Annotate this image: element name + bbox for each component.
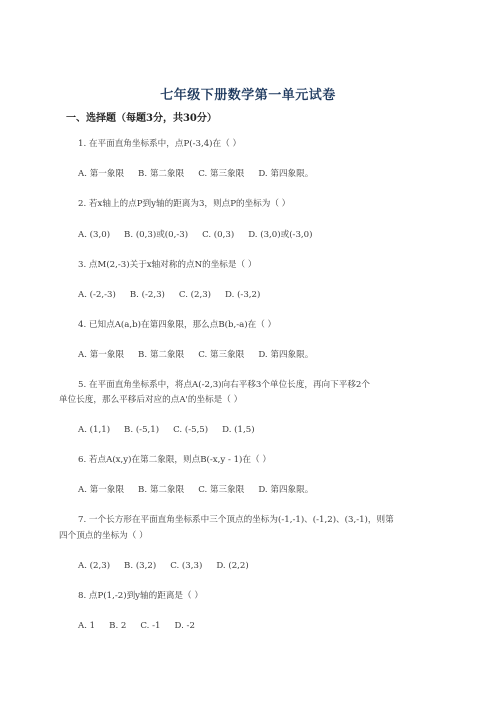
option-b: B. 第二象限 xyxy=(138,350,185,360)
option-c: C. (3,3) xyxy=(170,561,203,571)
question-8-options xyxy=(78,620,209,632)
option-b: B. (0,3)或(0,-3) xyxy=(124,230,189,240)
option-a: A. (2,3) xyxy=(78,561,111,571)
option-a: A. 第一象限 xyxy=(78,485,125,495)
question-5-stem-line-2: 单位长度，那么平移后对应的点A'的坐标是（ ） xyxy=(59,395,243,405)
option-c: C. (2,3) xyxy=(178,290,212,300)
question-1-options xyxy=(78,168,327,180)
option-d: D. 第四象限。 xyxy=(258,350,314,360)
option-b: B. 第二象限 xyxy=(138,169,185,179)
option-d: D. 第四象限。 xyxy=(258,169,314,179)
option-b: B. (-5,1) xyxy=(124,425,160,435)
option-d: D. (1,5) xyxy=(222,425,255,435)
question-2-options xyxy=(78,229,326,241)
option-a: A. (-2,-3) xyxy=(78,290,116,300)
page-title: 七年级下册数学第一单元试卷 xyxy=(160,88,336,103)
option-d: D. (2,2) xyxy=(216,561,249,571)
option-c: C. 第三象限 xyxy=(198,350,245,360)
question-3-options xyxy=(78,289,274,301)
option-a: A. (1,1) xyxy=(78,425,111,435)
question-6-stem: 6. 若点A(x,y)在第二象限，则点B(-x,y - 1)在（ ） xyxy=(78,455,271,465)
option-d: D. (-3,2) xyxy=(225,290,261,300)
option-c: C. (-5,5) xyxy=(173,425,209,435)
question-7-stem-line-2: 四个顶点的坐标为（ ） xyxy=(59,531,148,541)
question-5-stem-line-1: 5. 在平面直角坐标系中，将点A(-2,3)向右平移3个单位长度，再向下平移2个 xyxy=(78,380,370,390)
question-4-stem: 4. 已知点A(a,b)在第四象限，那么点B(b,-a)在（ ） xyxy=(78,320,277,330)
question-3-stem: 3. 点M(2,-3)关于x轴对称的点N的坐标是（ ） xyxy=(78,260,257,270)
section-heading: 一、选择题（每题3分，共30分） xyxy=(66,113,217,124)
option-b: B. (-2,3) xyxy=(129,290,165,300)
option-d: D. 第四象限。 xyxy=(258,485,314,495)
option-c: C. 第三象限 xyxy=(198,485,245,495)
option-b: B. 2 xyxy=(109,621,127,631)
question-8-stem: 8. 点P(1,-2)到y轴的距离是（ ） xyxy=(78,591,203,601)
question-4-options xyxy=(78,349,327,361)
option-d: D. (3,0)或(-3,0) xyxy=(248,230,313,240)
question-5-options xyxy=(78,424,269,436)
question-6-options xyxy=(78,484,327,496)
question-7-options xyxy=(78,560,263,572)
option-b: B. 第二象限 xyxy=(138,485,185,495)
question-1-stem: 1. 在平面直角坐标系中，点P(-3,4)在（ ） xyxy=(78,139,242,149)
option-a: A. 1 xyxy=(78,621,96,631)
option-b: B. (3,2) xyxy=(124,561,157,571)
option-a: A. 第一象限 xyxy=(78,169,125,179)
question-2-stem: 2. 若x轴上的点P到y轴的距离为3，则点P的坐标为（ ） xyxy=(78,199,291,209)
option-c: C. 第三象限 xyxy=(198,169,245,179)
option-d: D. -2 xyxy=(174,621,195,631)
option-c: C. -1 xyxy=(140,621,161,631)
option-c: C. (0,3) xyxy=(202,230,235,240)
option-a: A. (3,0) xyxy=(78,230,111,240)
option-a: A. 第一象限 xyxy=(78,350,125,360)
question-7-stem-line-1: 7. 一个长方形在平面直角坐标系中三个顶点的坐标为(-1,-1)、(-1,2)、(3,-1)，则第 xyxy=(78,515,394,525)
